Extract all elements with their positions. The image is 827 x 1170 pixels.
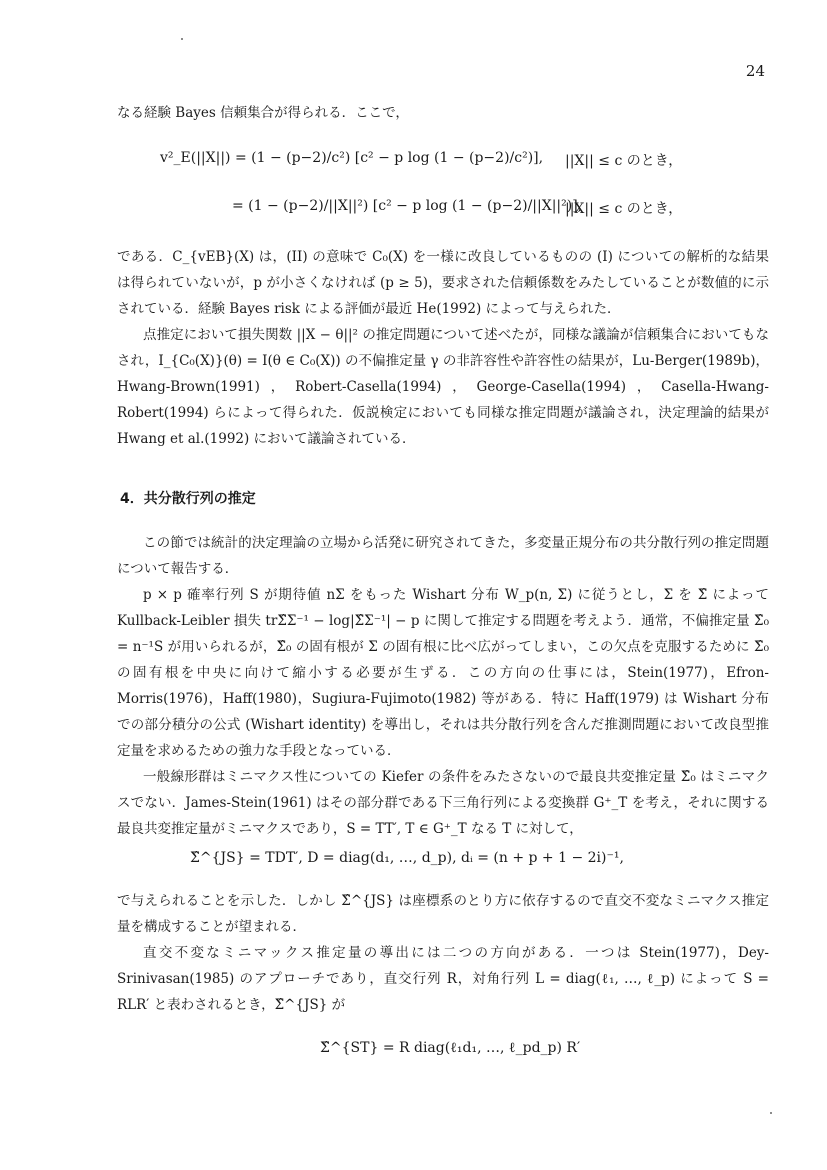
- equation-1a-lhs: v²_E(||X||) = (1 − (p−2)/c²) [c² − p log (1 − (p−2)/c²)],: [160, 150, 544, 166]
- paragraph-4: [117, 582, 769, 764]
- paragraph-1: [117, 244, 769, 322]
- paragraph-3-text: この節では統計的決定理論の立場から活発に研究されてきた，多変量正規分布の共分散行列の推定問題について報告する．: [117, 535, 769, 577]
- paragraph-3: [117, 530, 769, 582]
- equation-2: [190, 850, 624, 866]
- equation-2-text: Σ̂^{JS} = TDT′, D = diag(d₁, …, d_p), dᵢ = (n + p + 1 − 2i)⁻¹,: [190, 850, 624, 866]
- equation-1b: [232, 198, 582, 214]
- equation-1b-condition: [565, 198, 682, 218]
- scan-speck: [770, 1112, 772, 1114]
- equation-3: [320, 1040, 580, 1057]
- equation-1a: [160, 150, 543, 166]
- paragraph-6-text: で与えられることを示した．しかし Σ̂^{JS} は座標系のとり方に依存するので直交不変なミニマクス推定量を構成することが望まれる．: [117, 893, 769, 935]
- paragraph-2: [117, 322, 769, 452]
- equation-1a-condition: [565, 150, 682, 170]
- paragraph-6: [117, 888, 769, 940]
- equation-3-text: Σ̂^{ST} = R diag(ℓ₁d₁, …, ℓ_pd_p) R′: [320, 1040, 581, 1056]
- section-title: 4．共分散行列の推定: [120, 491, 256, 507]
- paragraph-7-text: 直交不変なミニマックス推定量の導出には二つの方向がある．一つは Stein(1977)，Dey-Srinivasan(1985) のアプローチであり，直交行列 R，対角行列 L = diag(ℓ₁, …, ℓ_p) によって S = RLR′ と表わされるとき，Σ̂^{JS} が: [117, 945, 769, 1013]
- intro-line: [117, 100, 769, 126]
- equation-1b-cond: ||X|| ≤ c のとき，: [565, 201, 683, 217]
- paragraph-2-text: 点推定において損失関数 ||X − θ||² の推定問題について述べたが，同様な議論が信頼集合においてもなされ，I_{C₀(X)}(θ) = I(θ ∈ C₀(X)) の不偏推定量 γ の非許容性や許容性の結果が，Lu-Berger(1989b)，Hwang-Brown(1991)，Robert-Casella(1994)，George-Casella(1994)，Casella-Hwang-Robert(1994) らによって得られた．仮説検定においても同様な推定問題が議論され，決定理論的結果が Hwang et al.(1992) において議論されている．: [117, 327, 769, 447]
- intro-text: なる経験 Bayes 信頼集合が得られる．ここで，: [117, 105, 409, 121]
- equation-1a-cond: ||X|| ≤ c のとき，: [565, 153, 683, 169]
- page-number: 24: [745, 62, 765, 80]
- paragraph-5-text: 一般線形群はミニマクス性についての Kiefer の条件をみたさないので最良共変推定量 Σ̂₀ はミニマクスでない．James-Stein(1961) はその部分群である下三角行列による変換群 G⁺_T を考え，それに関する最良共変推定量がミニマクスであり，S = TT′, T ∈ G⁺_T なる T に対して，: [117, 769, 769, 837]
- paragraph-7: [117, 940, 769, 1018]
- paragraph-4-text: p × p 確率行列 S が期待値 nΣ をもった Wishart 分布 W_p(n, Σ) に従うとし，Σ を Σ̂ によって Kullback-Leibler 損失 trΣ̂Σ⁻¹ − log|Σ̂Σ⁻¹| − p に関して推定する問題を考えよう．通常，不偏推定量 Σ̂₀ = n⁻¹S が用いられるが，Σ̂₀ の固有根が Σ の固有根に比べ広がってしまい，この欠点を克服するために Σ̂₀ の固有根を中央に向けて縮小する必要が生ずる．この方向の仕事には，Stein(1977)，Efron-Morris(1976)，Haff(1980)，Sugiura-Fujimoto(1982) 等がある．特に Haff(1979) は Wishart 分布での部分積分の公式 (Wishart identity) を導出し，それは共分散行列を含んだ推測問題において改良型推定量を求めるための強力な手段となっている．: [117, 587, 769, 759]
- paragraph-5: [117, 764, 769, 842]
- paragraph-1-text: である．C_{vEB}(X) は，(II) の意味で C₀(X) を一様に改良しているものの (I) についての解析的な結果は得られていないが，p が小さくなければ (p ≥ 5)，要求された信頼係数をみたしていることが数値的に示されている．経験 Bayes risk による評価が最近 He(1992) によって与えられた．: [117, 249, 769, 317]
- equation-1b-lhs: = (1 − (p−2)/||X||²) [c² − p log (1 − (p−2)/||X||²)],: [232, 198, 583, 214]
- scan-speck: [181, 38, 183, 40]
